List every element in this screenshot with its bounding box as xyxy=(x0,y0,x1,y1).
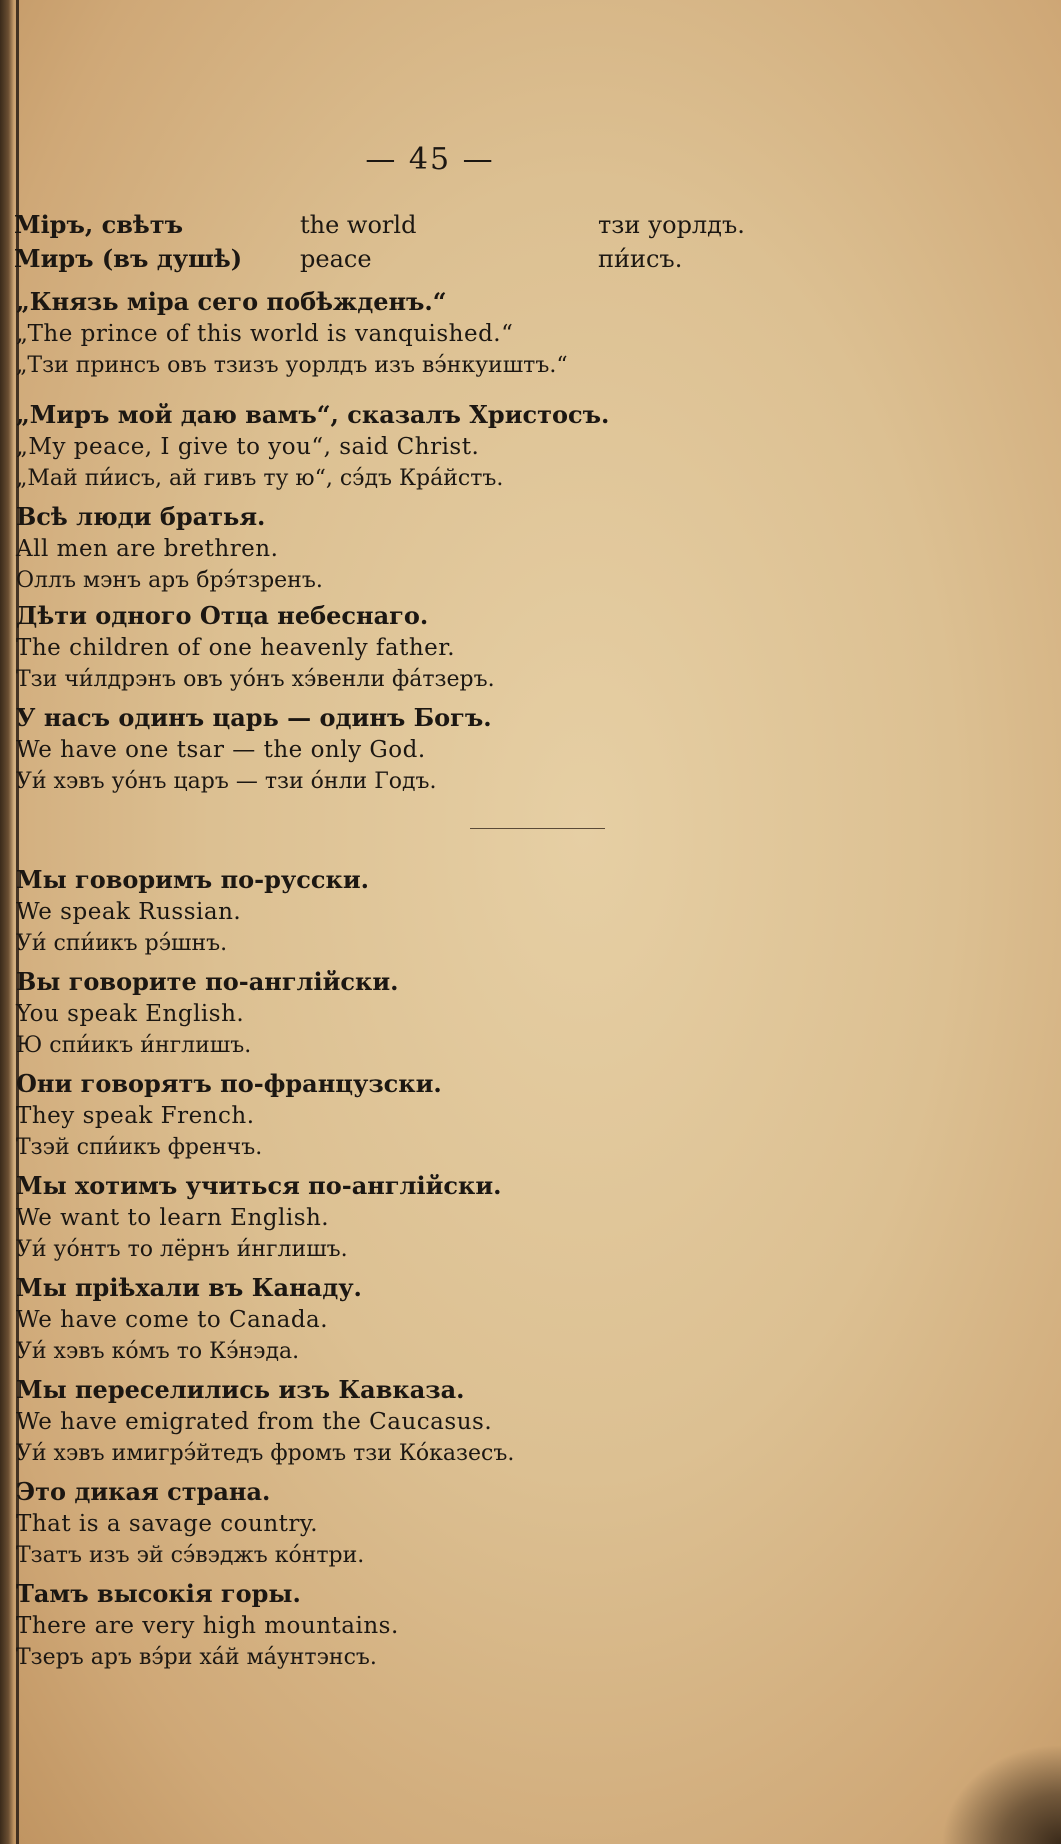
phrase-transliteration: Уи́ хэвъ имигрэ́йтедъ фромъ тзи Ко́казесъ. xyxy=(16,1441,515,1466)
phrase-russian: Тамъ высокія горы. xyxy=(16,1579,301,1608)
page-binding-edge xyxy=(0,0,14,1844)
phrase-english: You speak English. xyxy=(16,1001,245,1027)
phrase-transliteration: Ю спи́икъ и́нглишъ. xyxy=(16,1033,252,1058)
phrase-russian: Мы переселились изъ Кавказа. xyxy=(16,1375,465,1404)
vocab-row xyxy=(14,242,774,276)
phrase-transliteration: Тзэй спи́икъ френчъ. xyxy=(16,1135,263,1160)
phrase-block xyxy=(16,1578,756,1674)
phrase-transliteration: Уи́ хэвъ уо́нъ царъ — тзи о́нли Годъ. xyxy=(16,769,437,794)
phrase-transliteration: Оллъ мэнъ аръ брэ́тзренъ. xyxy=(16,568,323,593)
vocab-russian: Миръ (въ душѣ) xyxy=(14,244,243,273)
phrase-block xyxy=(16,501,756,597)
phrase-russian: У насъ одинъ царь — одинъ Богъ. xyxy=(16,703,492,732)
phrase-english: There are very high mountains. xyxy=(16,1613,399,1639)
phrase-english: They speak French. xyxy=(16,1103,255,1129)
vocab-transliteration: пи́исъ. xyxy=(598,245,683,273)
phrase-english: „My peace, I give to you“, said Christ. xyxy=(16,434,480,460)
phrase-transliteration: „Май пи́исъ, ай гивъ ту ю“, сэ́дъ Кра́йстъ. xyxy=(16,466,504,491)
phrase-english: We want to learn English. xyxy=(16,1205,330,1231)
phrase-english: All men are brethren. xyxy=(16,536,279,562)
vocab-row xyxy=(14,208,774,242)
phrase-block xyxy=(16,1476,756,1572)
phrase-russian: Вы говорите по-англійски. xyxy=(16,967,399,996)
phrase-block xyxy=(16,600,756,696)
vocab-english: the world xyxy=(300,211,417,239)
phrase-block xyxy=(16,399,756,495)
phrase-russian: Всѣ люди братья. xyxy=(16,502,266,531)
phrase-english: We speak Russian. xyxy=(16,899,242,925)
phrase-russian: Мы пріѣхали въ Канаду. xyxy=(16,1273,362,1302)
phrase-russian: Они говорятъ по-французски. xyxy=(16,1069,442,1098)
phrase-russian: Мы хотимъ учиться по-англійски. xyxy=(16,1171,502,1200)
phrase-russian: Мы говоримъ по-русски. xyxy=(16,865,369,894)
phrase-russian: „Миръ мой даю вамъ“, сказалъ Христосъ. xyxy=(16,400,610,429)
phrase-block xyxy=(16,864,756,960)
corner-stain xyxy=(941,1744,1061,1844)
phrase-block xyxy=(16,966,756,1062)
vocab-transliteration: тзи уорлдъ. xyxy=(598,211,745,239)
vocab-russian: Міръ, свѣтъ xyxy=(14,210,184,239)
phrase-russian: Дѣти одного Отца небеснаго. xyxy=(16,601,429,630)
phrase-block xyxy=(16,1374,756,1470)
phrase-transliteration: Тзи чи́лдрэнъ овъ уо́нъ хэ́венли фа́тзеръ. xyxy=(16,667,495,692)
phrase-english: That is a savage country. xyxy=(16,1511,319,1537)
phrase-block xyxy=(16,1170,756,1266)
section-divider xyxy=(470,828,605,829)
phrase-english: We have emigrated from the Caucasus. xyxy=(16,1409,493,1435)
vocabulary-table xyxy=(14,208,774,276)
phrase-transliteration: Уи́ спи́икъ рэ́шнъ. xyxy=(16,931,228,956)
phrase-transliteration: Тзеръ аръ вэ́ри ха́й ма́унтэнсъ. xyxy=(16,1645,377,1670)
phrase-block xyxy=(16,286,756,382)
phrase-block xyxy=(16,702,756,798)
vocab-english: peace xyxy=(300,245,372,273)
phrase-english: „The prince of this world is vanquished.“ xyxy=(16,321,514,347)
phrase-english: We have one tsar — the only God. xyxy=(16,737,426,763)
phrase-english: The children of one heavenly father. xyxy=(16,635,456,661)
page-number: — 45 — xyxy=(365,142,495,177)
phrase-transliteration: „Тзи принсъ овъ тзизъ уорлдъ изъ вэ́нкуиштъ.“ xyxy=(16,353,568,378)
phrase-english: We have come to Canada. xyxy=(16,1307,329,1333)
phrase-transliteration: Уи́ хэвъ ко́мъ то Кэ́нэда. xyxy=(16,1339,300,1364)
phrase-russian: „Князь міра сего побѣжденъ.“ xyxy=(16,287,447,316)
phrase-russian: Это дикая страна. xyxy=(16,1477,271,1506)
phrase-transliteration: Уи́ уо́нтъ то лёрнъ и́нглишъ. xyxy=(16,1237,348,1262)
phrase-block xyxy=(16,1068,756,1164)
phrase-block xyxy=(16,1272,756,1368)
phrase-transliteration: Тзатъ изъ эй сэ́вэджъ ко́нтри. xyxy=(16,1543,365,1568)
